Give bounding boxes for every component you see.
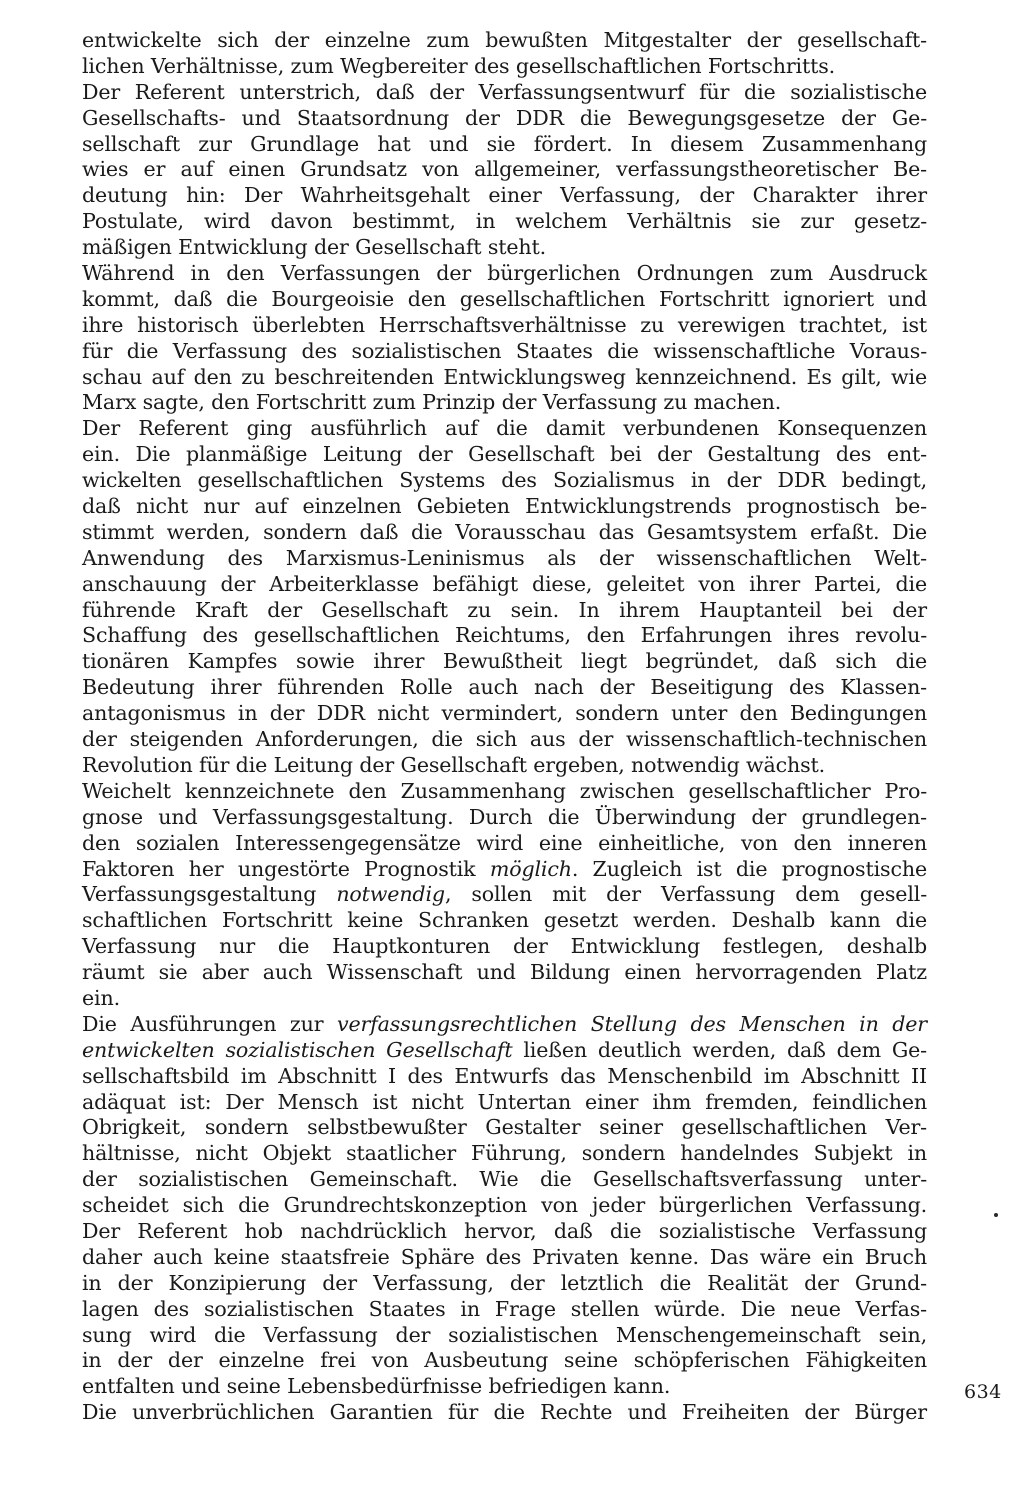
text-segment: räumt sie aber auch Wissenschaft und Bildung einen hervorragenden Platz (82, 960, 927, 985)
text-line (82, 1219, 927, 1245)
text-line (82, 1090, 927, 1116)
text-line (82, 1323, 927, 1349)
text-line (82, 157, 927, 183)
text-segment: Verfassung nur die Hauptkonturen der Entwicklung festlegen, deshalb (82, 934, 927, 959)
text-line (82, 572, 927, 598)
text-segment: anschauung der Arbeiterklasse befähigt diese, geleitet von ihrer Partei, die (82, 571, 927, 596)
text-segment: den sozialen Interessengegensätze wird eine einheitliche, von den inneren (82, 830, 927, 855)
text-segment: Verfassungsgestaltung (82, 882, 337, 907)
text-line (82, 520, 927, 546)
text-segment: ein. (82, 985, 120, 1010)
text-line (82, 934, 927, 960)
text-segment: wickelten gesellschaftlichen Systems des Sozialismus in der DDR bedingt, (82, 468, 927, 493)
text-line (82, 701, 927, 727)
text-line (82, 1115, 927, 1141)
text-segment: tionären Kampfes sowie ihrer Bewußtheit liegt begründet, daß sich die (82, 649, 927, 674)
text-segment: Weichelt kennzeichnete den Zusammenhang zwischen gesellschaftlicher Pro- (82, 778, 927, 803)
text-line (82, 805, 927, 831)
text-segment: stimmt werden, sondern daß die Vorausschau das Gesamtsystem erfaßt. Die (82, 519, 927, 544)
text-segment: deutung hin: Der Wahrheitsgehalt einer Verfassung, der Charakter ihrer (82, 183, 927, 208)
text-segment: für die Verfassung des sozialistischen Staates die wissenschaftliche Voraus- (82, 338, 927, 363)
text-line (82, 753, 927, 779)
text-line (82, 1038, 927, 1064)
text-segment: Anwendung des Marxismus-Leninismus als der wissenschaftlichen Welt- (82, 545, 927, 570)
text-line (82, 183, 927, 209)
text-segment: sung wird die Verfassung der sozialistischen Menschengemeinschaft sein, (82, 1322, 927, 1347)
text-segment: daher auch keine staatsfreie Sphäre des Privaten kenne. Das wäre ein Bruch (82, 1244, 927, 1269)
italic-text-segment: möglich (489, 856, 572, 881)
text-segment: führende Kraft der Gesellschaft zu sein. In ihrem Hauptanteil bei der (82, 597, 927, 622)
text-line (82, 546, 927, 572)
text-line (82, 649, 927, 675)
text-line (82, 1141, 927, 1167)
text-segment: schau auf den zu beschreitenden Entwicklungsweg kennzeichnend. Es gilt, wie (82, 364, 927, 389)
text-segment: Bedeutung ihrer führenden Rolle auch nach der Beseitigung des Klassen- (82, 675, 927, 700)
text-line (82, 494, 927, 520)
text-segment: Marx sagte, den Fortschritt zum Prinzip der Verfassung zu machen. (82, 390, 782, 415)
page-number: 634 (964, 1381, 1002, 1403)
text-segment: entwickelte sich der einzelne zum bewußten Mitgestalter der gesellschaft- (82, 28, 927, 52)
text-segment: in der der einzelne frei von Ausbeutung seine schöpferischen Fähigkeiten (82, 1348, 927, 1373)
text-segment: ihre historisch überlebten Herrschaftsverhältnisse zu verewigen trachtet, ist (82, 312, 927, 337)
text-segment: schaftlichen Fortschritt keine Schranken gesetzt werden. Deshalb kann die (82, 908, 927, 933)
text-line (82, 235, 927, 261)
text-segment: Gesellschafts- und Staatsordnung der DDR die Bewegungsgesetze der Ge- (82, 105, 927, 130)
text-segment: Die Ausführungen zur (82, 1011, 337, 1036)
text-line (82, 365, 927, 391)
text-segment: Die unverbrüchlichen Garantien für die Rechte und Freiheiten der Bürger (82, 1400, 927, 1425)
text-line (82, 598, 927, 624)
text-segment: daß nicht nur auf einzelnen Gebieten Entwicklungstrends prognostisch be- (82, 494, 927, 519)
text-segment: ein. Die planmäßige Leitung der Gesellschaft bei der Gestaltung des ent- (82, 442, 927, 467)
text-line (82, 857, 927, 883)
text-line (82, 1193, 927, 1219)
text-segment: Der Referent ging ausführlich auf die damit verbundenen Konsequenzen (82, 416, 927, 441)
text-line (82, 675, 927, 701)
text-line (82, 468, 927, 494)
text-line (82, 416, 927, 442)
text-line (82, 261, 927, 287)
text-segment: kommt, daß die Bourgeoisie den gesellschaftlichen Fortschritt ignoriert und (82, 286, 927, 311)
text-line (82, 779, 927, 805)
italic-text-segment: entwickelten sozialistischen Gesellschaft (82, 1037, 513, 1062)
text-segment: Schaffung des gesellschaftlichen Reichtums, den Erfahrungen ihres revolu- (82, 623, 927, 648)
italic-text-segment: notwendig (336, 882, 445, 907)
text-line (82, 313, 927, 339)
margin-dot (994, 1213, 998, 1217)
text-line (82, 209, 927, 235)
text-segment: Faktoren her ungestörte Prognostik (82, 856, 490, 881)
text-line (82, 442, 927, 468)
text-segment: wies er auf einen Grundsatz von allgemeiner, verfassungstheoretischer Be- (82, 157, 927, 182)
text-line (82, 1400, 927, 1426)
text-segment: der sozialistischen Gemeinschaft. Wie die Gesellschaftsverfassung unter- (82, 1167, 927, 1192)
text-line (82, 908, 927, 934)
text-segment: . Zugleich ist die prognostische (571, 856, 927, 881)
text-segment: sellschaftsbild im Abschnitt I des Entwurfs das Menschenbild im Abschnitt II (82, 1063, 927, 1088)
text-line (82, 339, 927, 365)
text-segment: Revolution für die Leitung der Gesellschaft ergeben, notwendig wächst. (82, 752, 826, 777)
text-line (82, 882, 927, 908)
text-line (82, 287, 927, 313)
text-segment: lagen des sozialistischen Staates in Frage stellen würde. Die neue Verfas- (82, 1296, 927, 1321)
text-segment: gnose und Verfassungsgestaltung. Durch die Überwindung der grundlegen- (82, 804, 927, 829)
text-line (82, 28, 927, 54)
text-segment: hältnisse, nicht Objekt staatlicher Führung, sondern handelndes Subjekt in (82, 1141, 927, 1166)
text-segment: scheidet sich die Grundrechtskonzeption von jeder bürgerlichen Verfassung. (82, 1193, 927, 1218)
text-line (82, 390, 927, 416)
text-line (82, 831, 927, 857)
text-segment: Während in den Verfassungen der bürgerlichen Ordnungen zum Ausdruck (82, 261, 927, 286)
text-line (82, 1012, 927, 1038)
text-line (82, 1245, 927, 1271)
text-segment: Obrigkeit, sondern selbstbewußter Gestalter seiner gesellschaftlichen Ver- (82, 1115, 927, 1140)
text-line (82, 1374, 927, 1400)
text-segment: adäquat ist: Der Mensch ist nicht Untertan einer ihm fremden, feindlichen (82, 1089, 927, 1114)
text-line (82, 623, 927, 649)
text-line (82, 1064, 927, 1090)
text-segment: der steigenden Anforderungen, die sich aus der wissenschaftlich-technischen (82, 727, 927, 752)
text-segment: antagonismus in der DDR nicht vermindert, sondern unter den Bedingungen (82, 701, 927, 726)
text-line (82, 986, 927, 1012)
text-segment: ließen deutlich werden, daß dem Ge- (512, 1037, 927, 1062)
page-body-text (82, 28, 927, 1426)
text-line (82, 1167, 927, 1193)
text-segment: , sollen mit der Verfassung dem gesell- (444, 882, 927, 907)
text-line (82, 1271, 927, 1297)
text-line (82, 1348, 927, 1374)
text-line (82, 960, 927, 986)
text-line (82, 54, 927, 80)
text-segment: entfalten und seine Lebensbedürfnisse befriedigen kann. (82, 1374, 671, 1399)
text-segment: Der Referent unterstrich, daß der Verfassungsentwurf für die sozialistische (82, 79, 927, 104)
text-line (82, 727, 927, 753)
text-segment: sellschaft zur Grundlage hat und sie fördert. In diesem Zusammenhang (82, 131, 927, 156)
italic-text-segment: verfassungsrechtlichen Stellung des Menschen in der (336, 1011, 927, 1036)
text-line (82, 132, 927, 158)
text-segment: in der Konzipierung der Verfassung, der letztlich die Realität der Grund- (82, 1270, 927, 1295)
text-line (82, 1297, 927, 1323)
text-line (82, 80, 927, 106)
text-segment: Postulate, wird davon bestimmt, in welchem Verhältnis sie zur gesetz- (82, 209, 927, 234)
text-segment: mäßigen Entwicklung der Gesellschaft steht. (82, 235, 547, 260)
text-line (82, 106, 927, 132)
text-segment: lichen Verhältnisse, zum Wegbereiter des gesellschaftlichen Fortschritts. (82, 53, 836, 78)
text-segment: Der Referent hob nachdrücklich hervor, daß die sozialistische Verfassung (82, 1218, 927, 1243)
